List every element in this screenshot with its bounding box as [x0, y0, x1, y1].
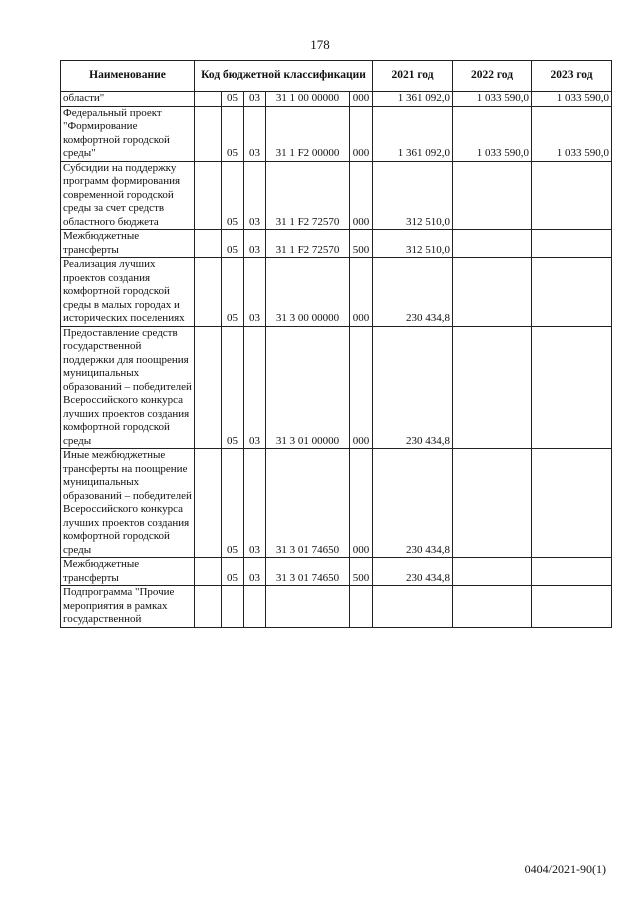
row-target-article-cell: 31 3 01 74650 [266, 449, 350, 558]
row-2023-value [532, 326, 612, 449]
row-name-cell: Субсидии на поддержку программ формирования современной городской среды за счет средств областного бюджета [61, 161, 195, 230]
row-2021-value: 1 361 092,0 [373, 92, 453, 107]
row-target-article-cell: 31 3 01 00000 [266, 326, 350, 449]
row-expense-type-cell: 000 [350, 106, 373, 161]
header-2022: 2022 год [453, 61, 532, 92]
row-2023-value [532, 230, 612, 258]
row-section-cell: 05 [222, 449, 244, 558]
page-number: 178 [310, 37, 330, 52]
table-row [61, 449, 612, 558]
row-2021-value: 230 434,8 [373, 258, 453, 327]
row-2023-value [532, 558, 612, 586]
row-2021-value: 230 434,8 [373, 326, 453, 449]
table-body [61, 92, 612, 628]
row-target-article-cell: 31 1 F2 00000 [266, 106, 350, 161]
row-expense-type-cell: 000 [350, 258, 373, 327]
row-2021-value: 1 361 092,0 [373, 106, 453, 161]
row-subsection-cell: 03 [244, 258, 266, 327]
row-section-cell [222, 586, 244, 628]
table-row [61, 161, 612, 230]
row-section-cell: 05 [222, 230, 244, 258]
row-2022-value: 1 033 590,0 [453, 92, 532, 107]
row-name-cell: Предоставление средств государственной поддержки для поощрения муниципальных образований – победителей Всероссийского конкурса лучших проектов создания комфортной городской среды [61, 326, 195, 449]
row-2023-value: 1 033 590,0 [532, 92, 612, 107]
row-name-cell: Федеральный проект "Формирование комфортной городской среды" [61, 106, 195, 161]
row-2023-value [532, 586, 612, 628]
row-2022-value [453, 449, 532, 558]
table-row [61, 326, 612, 449]
row-2023-value [532, 161, 612, 230]
row-subsection-cell: 03 [244, 326, 266, 449]
row-subsection-cell [244, 586, 266, 628]
row-gr-cell [195, 449, 222, 558]
row-2021-value [373, 586, 453, 628]
header-code: Код бюджетной классификации [195, 61, 373, 92]
table-row [61, 258, 612, 327]
table-row [61, 558, 612, 586]
row-gr-cell [195, 161, 222, 230]
row-target-article-cell [266, 586, 350, 628]
row-target-article-cell: 31 1 F2 72570 [266, 230, 350, 258]
row-2022-value [453, 326, 532, 449]
row-2022-value [453, 230, 532, 258]
row-section-cell: 05 [222, 161, 244, 230]
row-subsection-cell: 03 [244, 230, 266, 258]
row-section-cell: 05 [222, 92, 244, 107]
table-header [61, 61, 612, 92]
row-subsection-cell: 03 [244, 449, 266, 558]
row-name-cell: Реализация лучших проектов создания комфортной городской среды в малых городах и исторических поселениях [61, 258, 195, 327]
row-expense-type-cell: 000 [350, 326, 373, 449]
row-expense-type-cell: 500 [350, 230, 373, 258]
row-gr-cell [195, 92, 222, 107]
row-gr-cell [195, 558, 222, 586]
table-row [61, 586, 612, 628]
row-2023-value [532, 449, 612, 558]
row-2022-value [453, 558, 532, 586]
row-gr-cell [195, 258, 222, 327]
row-target-article-cell: 31 1 F2 72570 [266, 161, 350, 230]
row-2021-value: 230 434,8 [373, 558, 453, 586]
row-subsection-cell: 03 [244, 106, 266, 161]
row-name-cell: Подпрограмма "Прочие мероприятия в рамках государственной [61, 586, 195, 628]
row-subsection-cell: 03 [244, 92, 266, 107]
row-2021-value: 230 434,8 [373, 449, 453, 558]
row-2023-value [532, 258, 612, 327]
row-section-cell: 05 [222, 558, 244, 586]
header-2023: 2023 год [532, 61, 612, 92]
row-name-cell: области" [61, 92, 195, 107]
header-2021: 2021 год [373, 61, 453, 92]
row-expense-type-cell: 000 [350, 449, 373, 558]
table-row [61, 230, 612, 258]
row-section-cell: 05 [222, 258, 244, 327]
header-name: Наименование [61, 61, 195, 92]
row-name-cell: Межбюджетные трансферты [61, 558, 195, 586]
document-code: 0404/2021-90(1) [524, 862, 606, 876]
row-2022-value: 1 033 590,0 [453, 106, 532, 161]
table-row [61, 106, 612, 161]
row-2022-value [453, 258, 532, 327]
row-expense-type-cell: 000 [350, 161, 373, 230]
row-target-article-cell: 31 3 00 00000 [266, 258, 350, 327]
row-2023-value: 1 033 590,0 [532, 106, 612, 161]
row-subsection-cell: 03 [244, 558, 266, 586]
row-section-cell: 05 [222, 106, 244, 161]
row-gr-cell [195, 106, 222, 161]
budget-table [60, 60, 612, 628]
row-gr-cell [195, 230, 222, 258]
row-target-article-cell: 31 3 01 74650 [266, 558, 350, 586]
row-2021-value: 312 510,0 [373, 230, 453, 258]
row-gr-cell [195, 326, 222, 449]
row-name-cell: Межбюджетные трансферты [61, 230, 195, 258]
row-2022-value [453, 586, 532, 628]
row-section-cell: 05 [222, 326, 244, 449]
row-expense-type-cell: 500 [350, 558, 373, 586]
row-expense-type-cell: 000 [350, 92, 373, 107]
row-expense-type-cell [350, 586, 373, 628]
row-2021-value: 312 510,0 [373, 161, 453, 230]
row-2022-value [453, 161, 532, 230]
table-row [61, 92, 612, 107]
row-subsection-cell: 03 [244, 161, 266, 230]
row-gr-cell [195, 586, 222, 628]
row-target-article-cell: 31 1 00 00000 [266, 92, 350, 107]
row-name-cell: Иные межбюджетные трансферты на поощрение муниципальных образований – победителей Всероссийского конкурса лучших проектов создания комфортной городской среды [61, 449, 195, 558]
